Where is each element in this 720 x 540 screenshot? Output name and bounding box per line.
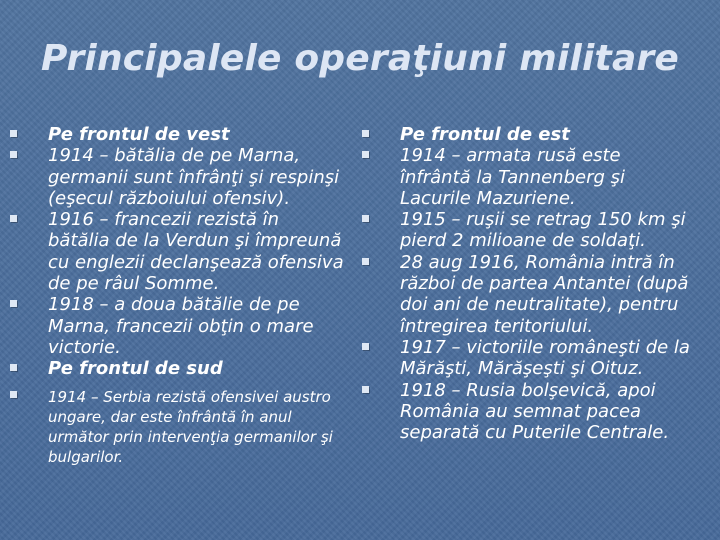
list-item [362, 380, 692, 444]
square-bullet-icon [362, 386, 369, 393]
list-item-text: 1915 – ruşii se retrag 150 km şi pierd 2 milioane de soldaţi. [400, 209, 686, 252]
list-item-text: 1914 – Serbia rezistă ofensivei austro ungare, dar este înfrântă în anul următor prin intervenţia germanilor şi bulgarilor. [48, 387, 333, 466]
slide-title: Principalele operaţiuni militare [40, 38, 680, 79]
list-item-text: 1914 – bătălia de pe Marna, germanii sunt înfrânţi şi respinşi (eşecul războiului ofensiv). [48, 145, 340, 209]
square-bullet-icon [362, 215, 369, 222]
list-item [362, 209, 692, 252]
list-item [362, 337, 692, 380]
list-item [362, 124, 692, 145]
left-column-list [10, 124, 345, 467]
square-bullet-icon [362, 258, 369, 265]
list-item-text: 1918 – Rusia bolşevică, apoi România au semnat pacea separată cu Puterile Centrale. [400, 379, 670, 444]
square-bullet-icon [10, 364, 17, 371]
list-item [10, 145, 345, 209]
list-item [362, 252, 692, 337]
square-bullet-icon [362, 343, 369, 350]
list-item-text: 1917 – victoriile româneşti de la Mărăşti, Mărăşeşti şi Oituz. [400, 336, 690, 380]
list-item-text: 1918 – a doua bătălie de pe Marna, francezii obţin o mare victorie. [48, 294, 314, 358]
list-item [10, 358, 345, 379]
list-item-text: 1914 – armata rusă este înfrântă la Tannenberg şi Lacurile Mazuriene. [400, 145, 626, 209]
list-item [362, 145, 692, 209]
list-item [10, 294, 345, 358]
right-column-list [362, 124, 692, 443]
list-item [10, 209, 345, 294]
list-item [10, 387, 345, 467]
square-bullet-icon [10, 151, 17, 158]
list-item-text: 1916 – francezii rezistă în bătălia de la Verdun şi împreună cu englezii declanşează ofensiva de pe râul Somme. [48, 209, 344, 295]
list-item-text: 28 aug 1916, România intră în război de partea Antantei (după doi ani de neutralitate), pentru întregirea teritoriului. [400, 251, 689, 337]
list-item-text: Pe frontul de vest [48, 124, 230, 145]
list-item-text: Pe frontul de est [400, 124, 570, 145]
square-bullet-icon [362, 151, 369, 158]
square-bullet-icon [10, 391, 17, 398]
square-bullet-icon [10, 130, 17, 137]
square-bullet-icon [362, 130, 369, 137]
square-bullet-icon [10, 215, 17, 222]
square-bullet-icon [10, 300, 17, 307]
list-item [10, 124, 345, 145]
list-item-text: Pe frontul de sud [48, 358, 223, 380]
